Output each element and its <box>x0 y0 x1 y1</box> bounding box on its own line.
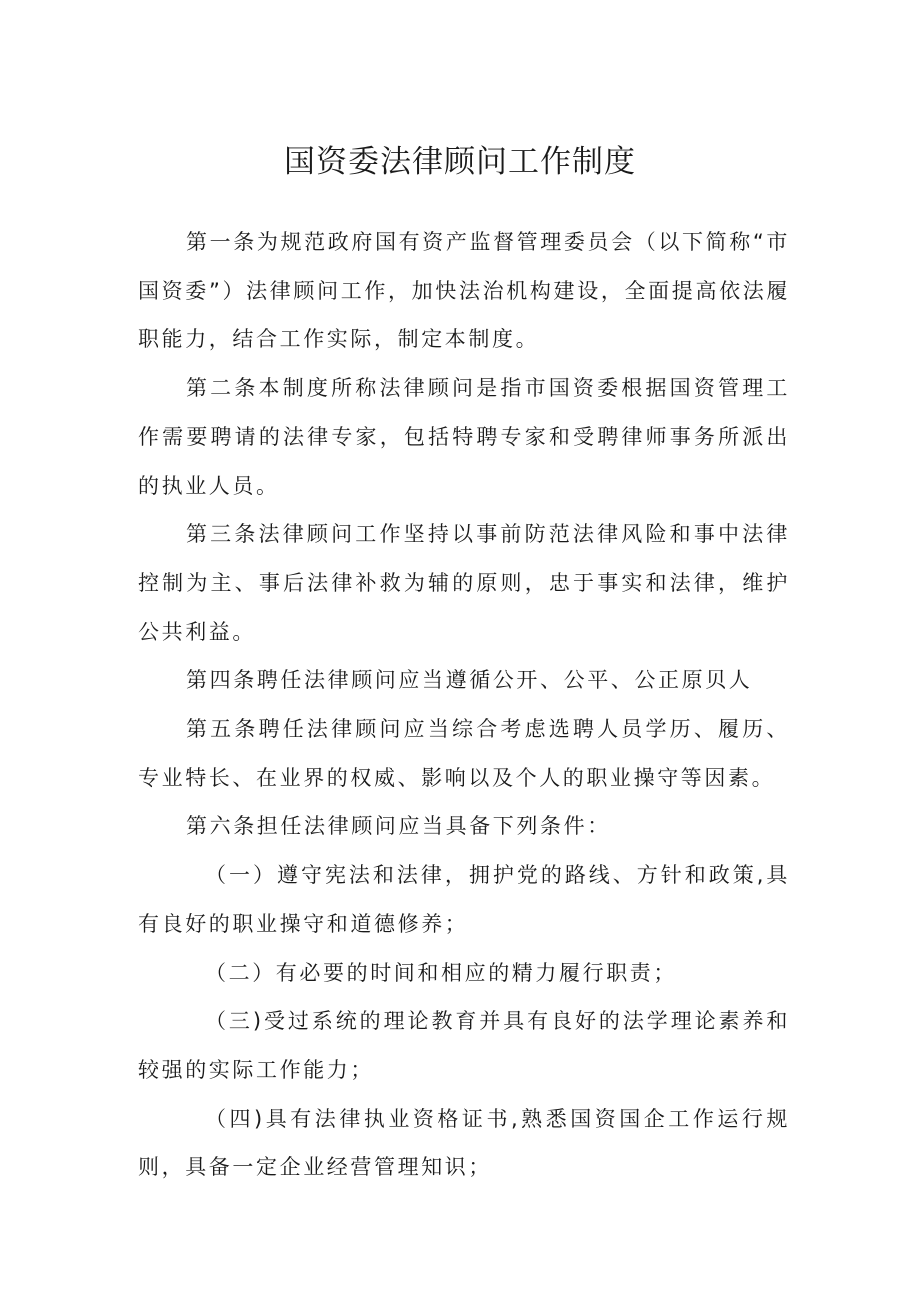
article-3: 第三条法律顾问工作坚持以事前防范法律风险和事中法律控制为主、事后法律补救为辅的原则，忠于事实和法律，维护公共利益。 <box>138 522 790 644</box>
article-2: 第二条本制度所称法律顾问是指市国资委根据国资管理工作需要聘请的法律专家，包括特聘专家和受聘律师事务所派出的执业人员。 <box>138 376 790 498</box>
article-1: 第一条为规范政府国有资产监督管理委员会（以下简称“市国资委”）法律顾问工作，加快法治机构建设，全面提高依法履职能力，结合工作实际，制定本制度。 <box>138 230 790 352</box>
condition-4: （四)具有法律执业资格证书,熟悉国资国企工作运行规则，具备一定企业经营管理知识； <box>138 1106 790 1180</box>
article-5: 第五条聘任法律顾问应当综合考虑选聘人员学历、履历、专业特长、在业界的权威、影响以及个人的职业操守等因素。 <box>138 717 790 790</box>
article-4: 第四条聘任法律顾问应当遵循公开、公平、公正原贝人 <box>186 668 753 693</box>
condition-3: （三)受过系统的理论教育并具有良好的法学理论素养和较强的实际工作能力； <box>138 1009 790 1082</box>
condition-2: （二）有必要的时间和相应的精力履行职责； <box>205 960 677 985</box>
article-6: 第六条担任法律顾问应当具备下列条件： <box>186 814 611 839</box>
document-body <box>138 218 790 1192</box>
condition-1: （一）遵守宪法和法律，拥护党的路线、方针和政策,具有良好的职业操守和道德修养； <box>138 863 790 936</box>
document-title: 国资委法律顾问工作制度 <box>284 144 636 180</box>
